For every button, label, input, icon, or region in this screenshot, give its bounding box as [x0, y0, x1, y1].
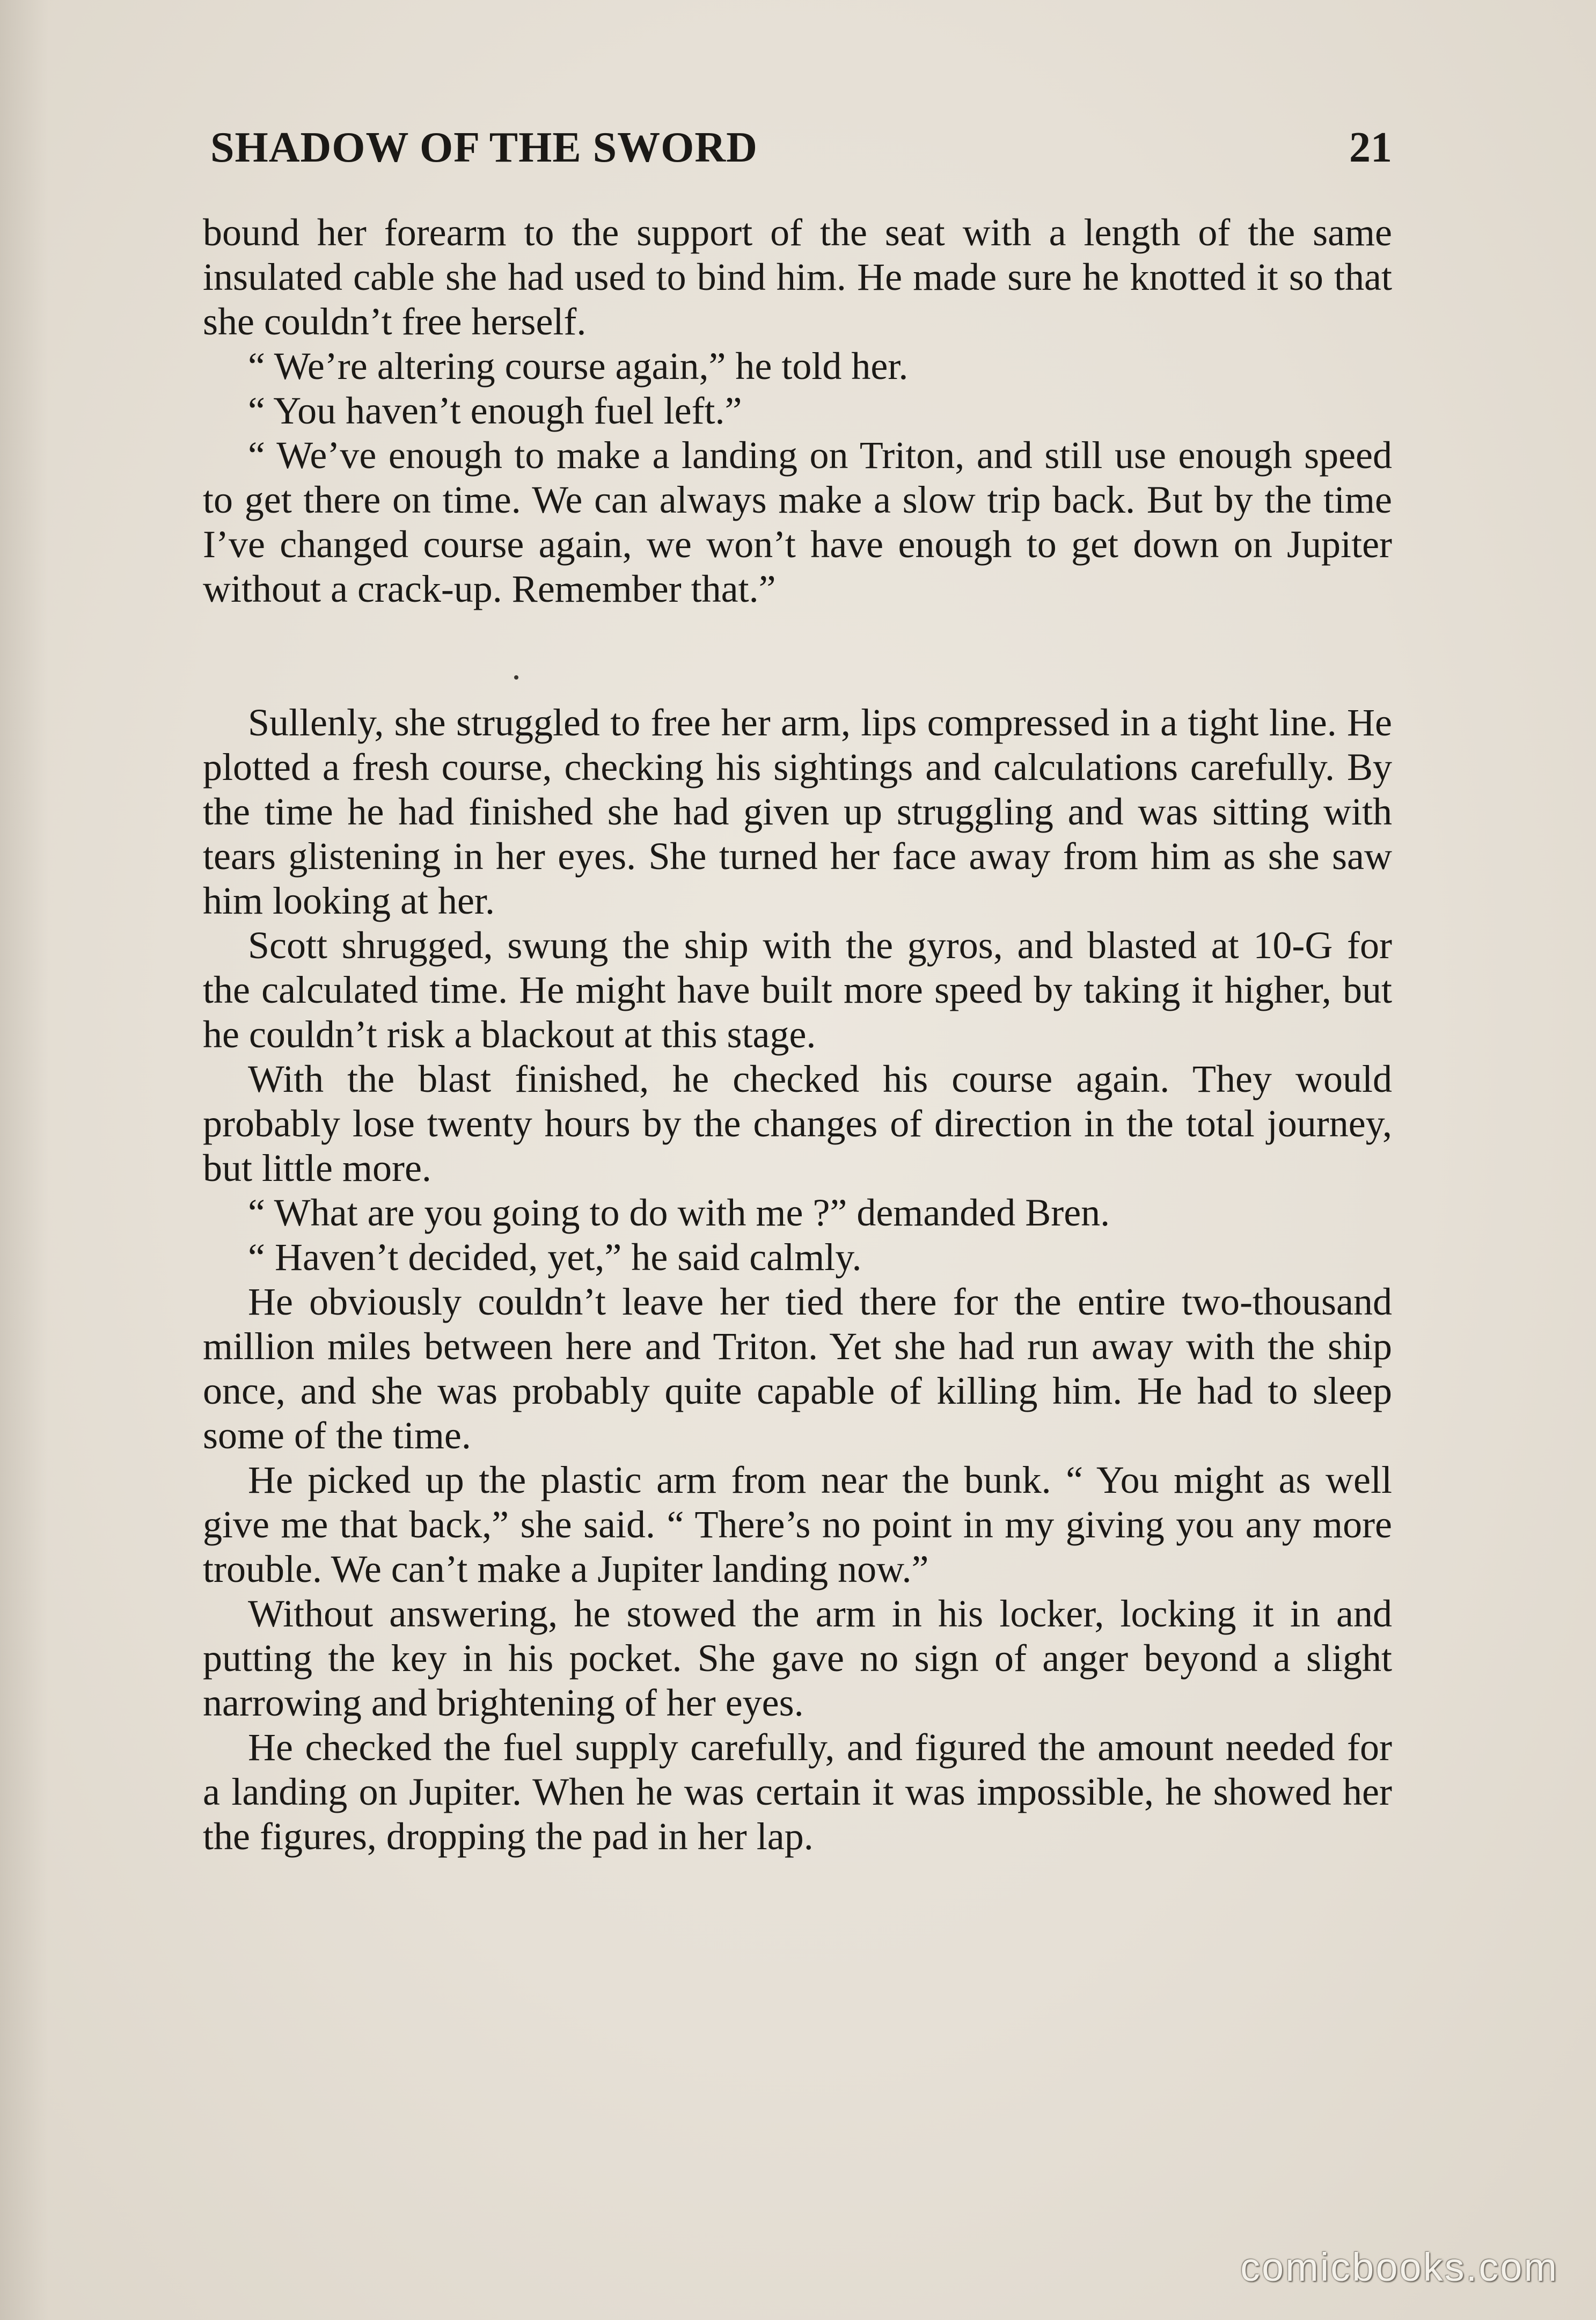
running-head: SHADOW OF THE SWORD: [210, 124, 758, 171]
section-break-dot: [514, 675, 518, 680]
paragraph: “ Haven’t decided, yet,” he said calmly.: [248, 1236, 862, 1279]
paragraph: “ What are you going to do with me ?” demanded Bren.: [248, 1191, 1110, 1234]
paragraph: bound her forearm to the support of the seat with a length of the same insulated cable she had used to bind him. He made sure he knotted it so that she couldn’t free herself.: [203, 211, 1392, 343]
paragraph: With the blast finished, he checked his course again. They would probably lose twenty hours by the changes of direction in the total journey, but little more.: [203, 1057, 1392, 1190]
paragraph: He picked up the plastic arm from near the bunk. “ You might as well give me that back,” she said. “ There’s no point in my giving you any more trouble. We can’t make a Jupiter landing now.”: [203, 1458, 1392, 1591]
gutter-shadow: [0, 0, 48, 2320]
page-number: 21: [1349, 124, 1392, 171]
watermark: comicbooks.com: [1240, 2245, 1558, 2289]
paragraph: “ We’ve enough to make a landing on Triton, and still use enough speed to get there on time. We can always make a slow trip back. But by the time I’ve changed course again, we won’t have enough to get down on Jupiter without a crack-up. Remember that.”: [203, 434, 1392, 610]
paragraph: Without answering, he stowed the arm in his locker, locking it in and putting the key in his pocket. She gave no sign of anger beyond a slight narrowing and brightening of her eyes.: [203, 1592, 1392, 1724]
paragraph: Sullenly, she struggled to free her arm, lips compressed in a tight line. He plotted a fresh course, checking his sightings and calculations carefully. By the time he had finished she had given up struggling and was sitting with tears glistening in her eyes. She turned her face away from him as she saw him looking at her.: [203, 701, 1392, 922]
paragraph: “ You haven’t enough fuel left.”: [248, 389, 742, 432]
paragraph: He obviously couldn’t leave her tied there for the entire two-thousand million miles between here and Triton. Yet she had run away with the ship once, and she was probably quite capable of killing him. He had to sleep some of the time.: [203, 1280, 1392, 1457]
page-header: [210, 118, 1392, 177]
paragraph: He checked the fuel supply carefully, and figured the amount needed for a landing on Jupiter. When he was certain it was impossible, he showed her the figures, dropping the pad in her lap.: [203, 1726, 1392, 1858]
paragraph: Scott shrugged, swung the ship with the gyros, and blasted at 10-G for the calculated time. He might have built more speed by taking it higher, but he couldn’t risk a blackout at this stage.: [203, 924, 1392, 1056]
body-text: [203, 210, 1392, 1859]
paragraph: “ We’re altering course again,” he told her.: [248, 345, 909, 388]
